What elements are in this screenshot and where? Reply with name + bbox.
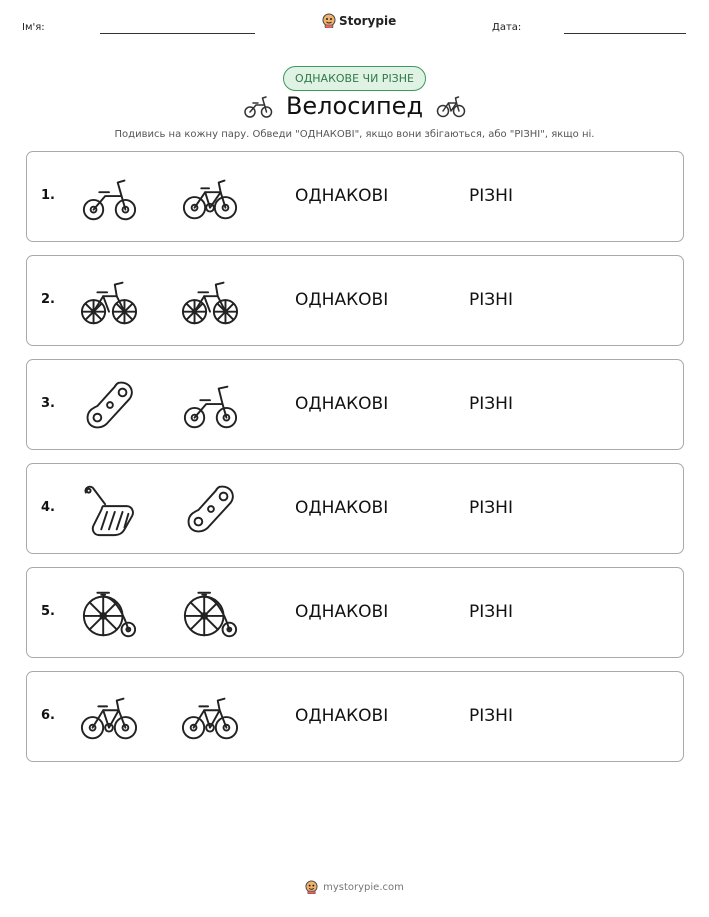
option-different[interactable]: РІЗНІ bbox=[469, 394, 513, 414]
option-different[interactable]: РІЗНІ bbox=[469, 706, 513, 726]
question-number: 2. bbox=[41, 292, 55, 307]
option-different[interactable]: РІЗНІ bbox=[469, 602, 513, 622]
question-row-1 bbox=[26, 151, 684, 242]
worksheet-type-badge: ОДНАКОВЕ ЧИ РІЗНЕ bbox=[283, 66, 426, 91]
question-number: 5. bbox=[41, 604, 55, 619]
road-bike-icon bbox=[436, 92, 466, 120]
road-bike-icon bbox=[80, 690, 138, 746]
question-number: 6. bbox=[41, 708, 55, 723]
footer-website[interactable]: mystorypie.com bbox=[323, 881, 404, 893]
option-same[interactable]: ОДНАКОВІ bbox=[295, 290, 389, 310]
storypie-mascot-icon bbox=[322, 13, 336, 28]
date-label: Дата: bbox=[492, 22, 522, 33]
brand-logo bbox=[322, 13, 396, 28]
road-bike-icon bbox=[181, 170, 239, 226]
question-row-3 bbox=[26, 359, 684, 450]
storypie-mascot-icon bbox=[305, 880, 318, 894]
penny-farthing-icon bbox=[80, 586, 138, 642]
date-write-line[interactable] bbox=[564, 33, 686, 34]
option-different[interactable]: РІЗНІ bbox=[469, 186, 513, 206]
question-number: 3. bbox=[41, 396, 55, 411]
question-row-4 bbox=[26, 463, 684, 554]
footer bbox=[0, 880, 709, 894]
name-write-line[interactable] bbox=[100, 33, 255, 34]
question-row-2 bbox=[26, 255, 684, 346]
chain-link-icon bbox=[181, 482, 239, 538]
option-same[interactable]: ОДНАКОВІ bbox=[295, 706, 389, 726]
balance-bike-icon bbox=[181, 378, 239, 434]
question-row-5 bbox=[26, 567, 684, 658]
option-same[interactable]: ОДНАКОВІ bbox=[295, 394, 389, 414]
chain-link-icon bbox=[80, 378, 138, 434]
question-row-6 bbox=[26, 671, 684, 762]
option-same[interactable]: ОДНАКОВІ bbox=[295, 602, 389, 622]
instructions: Подивись на кожну пару. Обведи "ОДНАКОВІ", якщо вони збігаються, або "РІЗНІ", якщо ні. bbox=[114, 129, 595, 140]
balance-bike-icon bbox=[80, 170, 138, 226]
name-label: Ім'я: bbox=[22, 22, 45, 33]
option-different[interactable]: РІЗНІ bbox=[469, 498, 513, 518]
kids-bike-icon bbox=[181, 274, 239, 330]
pedal-icon bbox=[80, 482, 138, 538]
penny-farthing-icon bbox=[181, 586, 239, 642]
option-same[interactable]: ОДНАКОВІ bbox=[295, 498, 389, 518]
option-different[interactable]: РІЗНІ bbox=[469, 290, 513, 310]
option-same[interactable]: ОДНАКОВІ bbox=[295, 186, 389, 206]
road-bike-icon bbox=[181, 690, 239, 746]
question-number: 4. bbox=[41, 500, 55, 515]
page-title: Велосипед bbox=[285, 92, 424, 120]
question-number: 1. bbox=[41, 188, 55, 203]
kids-bike-icon bbox=[80, 274, 138, 330]
brand-name: Storypie bbox=[339, 13, 397, 28]
